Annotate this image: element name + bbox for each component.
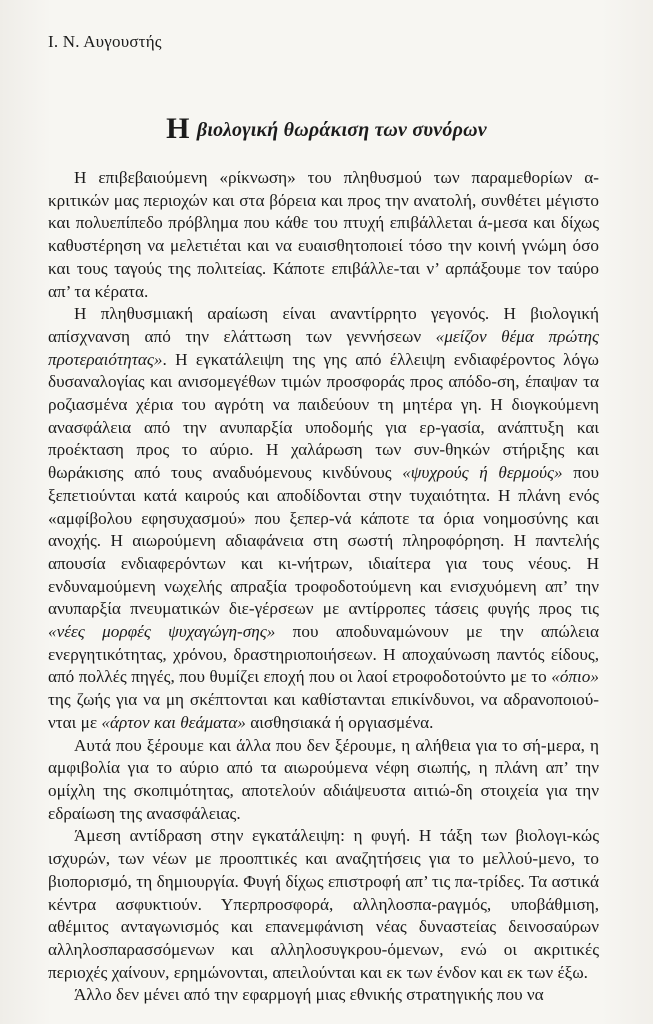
text-run: Η πληθυσμιακή αραίωση είναι αναντίρρητο γεγονός. Η βιολογική απίσχνανση από την ελάττωση των γεννήσεων bbox=[48, 304, 599, 346]
text-run: . Η εγκατάλειψη της γης από έλλειψη ενδιαφέροντος λόγω δυσαναλογίας και ανισομεγέθων τιμών προσφοράς προς απόδο-ση, έπαψαν τα ροζιασμένα χέρια του αγρότη να παιδεύουν τη μητέρα γη. Η διογκούμενη ανασφάλεια από την ανυπαρξία υποδομής για ερ-γασία, ανάπτυξη και προέκταση προς το αύριο. Η χαλάρωση των συν-θηκών στήριξης και θωράκισης από τους αναδυόμενους κινδύνους bbox=[48, 349, 599, 483]
article-body bbox=[48, 167, 599, 1007]
paragraph-3 bbox=[48, 735, 599, 826]
paragraph-1 bbox=[48, 167, 599, 303]
italic-phrase: «όπιο» bbox=[551, 667, 599, 687]
paragraph-2 bbox=[48, 303, 599, 734]
article-title bbox=[0, 112, 653, 146]
title-initial: Η bbox=[166, 112, 190, 145]
paragraph-4 bbox=[48, 825, 599, 984]
italic-phrase: «νέες μορφές ψυχαγώγη-σης» bbox=[48, 622, 276, 642]
text-run: που αποδυναμώνουν με την απώλεια ενεργητικότητας, χρόνου, δραστηριοποιήσεων. Η αποχαύνωση παντός είδους, από πολλές πηγές, που θυμίζει εποχή που οι λαοί ετροφοδοτούντο με το bbox=[48, 622, 599, 687]
title-text: βιολογική θωράκιση των συνόρων bbox=[196, 119, 487, 141]
running-head: Ι. Ν. Αυγουστής bbox=[48, 32, 162, 51]
italic-phrase: «μείζον θέμα πρώτης προτεραιότητας» bbox=[48, 326, 599, 369]
text-run: Άμεση αντίδραση στην εγκατάλειψη: η φυγή. Η τάξη των βιολογι-κώς ισχυρών, των νέων με προοπτικές και αναζητήσεις για το μελλού-μενο, το βιοπορισμό, τη δημιουργία. Φυγή δίχως επιστροφή απ’ τις πα-τρίδες. Τα αστικά κέντρα ασφυκτιούν. Υπερπροσφορά, αλληλοσπα-ραγμός, υποβάθμιση, αθέμιτος ανταγωνισμός και επανεμφάνιση νέας δυναστείας δεινοσαύρων αλληλοσπαρασσόμενων και αλληλοσυγκρου-όμενων, ενώ οι ακριτικές περιοχές χαίνουν, ερημώνονται, απειλούνται και εκ των ένδον και εκ των έξω. bbox=[48, 826, 599, 982]
italic-phrase: «άρτον και θεάματα» bbox=[101, 712, 246, 732]
italic-phrase: «ψυχρούς ή θερμούς» bbox=[402, 463, 563, 483]
text-run: της ζωής για να μη σκέπτονται και καθίστανται επικίνδυνοι, να αδρανοποιού-νται με bbox=[48, 690, 599, 732]
paragraph-5 bbox=[48, 984, 599, 1007]
text-run: αισθησιακά ή οργιασμένα. bbox=[245, 712, 434, 732]
text-run: Άλλο δεν μένει από την εφαρμογή μιας εθνικής στρατηγικής που να bbox=[74, 985, 544, 1005]
text-run: Αυτά που ξέρουμε και άλλα που δεν ξέρουμε, η αλήθεια για το σή-μερα, η αμφιβολία για το αύριο από τα αιωρούμενα νέφη σιωπής, η πλάνη απ’ την ομίχλη της σκοπιμότητας, αποτελούν αδιάψευστα αιτιώ-δη στοιχεία για την εδραίωση της ανασφάλειας. bbox=[48, 735, 599, 823]
text-run: που ξεπετιούνται κατά καιρούς και αποδίδονται στην τυχαιότητα. Η πλάνη ενός «αμφίβολου εφησυχασμού» που ξεπερ-νά κάποτε τα όρια νοημοσύνης και ανοχής. Η αιωρούμενη αδιαφάνεια στη σωστή πληροφόρηση. Η παντελής απουσία ενδιαφερόντων και κι-νήτρων, ιδιαίτερα για τους νέους. Η ενδυναμούμενη νωχελής απραξία τροφοδοτούμενη και ενισχυόμενη απ’ την ανυπαρξία πνευματικών διε-γέρσεων με αντίρροπες τάσεις φυγής προς τις bbox=[48, 463, 599, 619]
text-run: Η επιβεβαιούμενη «ρίκνωση» του πληθυσμού των παραμεθορίων α-κριτικών μας περιοχών και στα βόρεια και προς την ανατολή, συνθέτει μέγιστο και πολυεπίπεδο πρόβλημα που κάθε του πτυχή επιβάλλεται ά-μεσα και δίχως καθυστέρηση να μελετιέται και να ευαισθητοποιεί τόσο την κοινή γνώμη όσο και τους ταγούς της πολιτείας. Κάποτε επιβάλλε-ται ν’ αρπάξουμε τον ταύρο απ’ τα κέρατα. bbox=[48, 168, 599, 301]
